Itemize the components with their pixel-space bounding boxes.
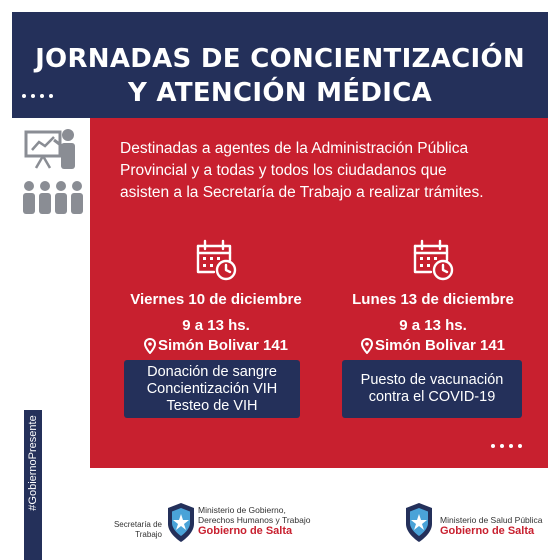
ministry-salud-line-1: Ministerio de Salud Pública — [440, 515, 543, 525]
audience-icon — [20, 180, 86, 216]
activity-item: Concientización VIH — [146, 380, 278, 397]
event-location-text: Simón Bolivar 141 — [157, 337, 289, 354]
ministry-gobierno-line-1: Ministerio de Gobierno, — [198, 505, 286, 515]
event-friday — [116, 238, 316, 356]
salta-seal-icon — [404, 502, 434, 544]
activity-item: Testeo de VIH — [166, 397, 258, 414]
description-line-1: Destinadas a agentes de la Administración Pública — [120, 140, 469, 157]
activity-box-friday — [124, 360, 300, 418]
event-monday — [333, 238, 533, 356]
secretaria-line-2: Trabajo — [135, 530, 162, 539]
salta-seal-icon — [166, 502, 196, 544]
secretaria-line-1: Secretaría de — [113, 520, 162, 529]
description-line-2: Provincial y a todas y todos los ciudadanos que — [120, 162, 447, 179]
event-location — [116, 336, 316, 356]
activity-item: Donación de sangre — [147, 363, 277, 380]
activity-box-monday — [342, 360, 522, 418]
event-time: 9 a 13 hs. — [399, 317, 467, 334]
activity-item: contra el COVID-19 — [368, 389, 496, 405]
title-line-2: Y ATENCIÓN MÉDICA — [127, 78, 433, 108]
calendar-clock-icon — [192, 238, 240, 282]
event-time: 9 a 13 hs. — [182, 317, 250, 334]
location-pin-icon — [144, 338, 156, 354]
hashtag-text: #GobiernoPresente — [27, 415, 39, 511]
activity-item: Puesto de vacunación — [360, 372, 504, 388]
ministry-gobierno-label — [198, 505, 310, 538]
decorative-dots — [22, 94, 53, 98]
event-date: Lunes 13 de diciembre — [352, 291, 514, 308]
title-line-1: JORNADAS DE CONCIENTIZACIÓN — [35, 44, 525, 74]
location-pin-icon — [361, 338, 373, 354]
gobierno-salta-label: Gobierno de Salta — [440, 525, 535, 537]
header-band — [12, 12, 548, 118]
teacher-icon — [24, 128, 80, 174]
page-title — [12, 42, 548, 110]
calendar-clock-icon — [409, 238, 457, 282]
event-location — [333, 336, 533, 356]
description-line-3: asisten a la Secretaría de Trabajo a realizar trámites. — [120, 184, 484, 201]
event-location-text: Simón Bolivar 141 — [374, 337, 506, 354]
decorative-dots — [491, 444, 522, 448]
event-date: Viernes 10 de diciembre — [130, 291, 302, 308]
description-text — [120, 138, 530, 204]
secretaria-label — [106, 520, 162, 540]
ministry-gobierno-line-2: Derechos Humanos y Trabajo — [198, 515, 311, 525]
ministry-salud-label — [440, 515, 543, 538]
gobierno-salta-label: Gobierno de Salta — [198, 525, 293, 537]
